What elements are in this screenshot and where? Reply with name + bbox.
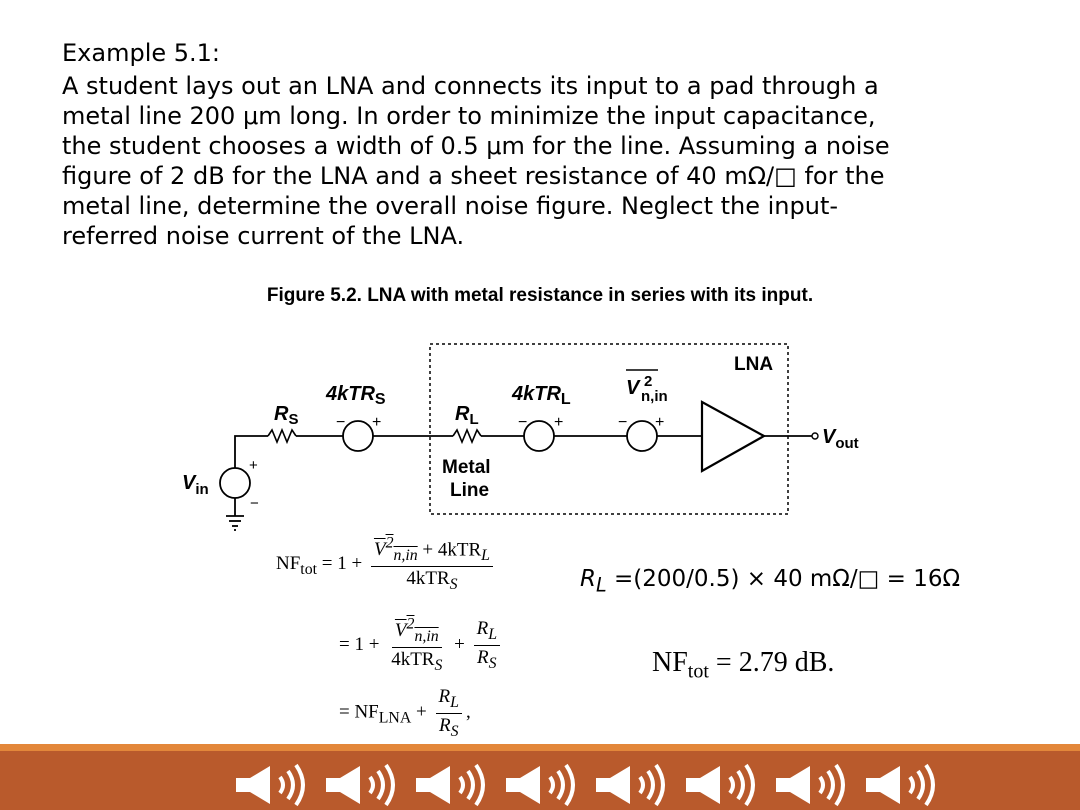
rs-label: $R_S$ [274, 403, 299, 428]
svg-text:−: − [336, 414, 346, 431]
speaker-icon[interactable] [500, 762, 590, 808]
nf-result: $NF_{tot} = 2.79$ dB. [652, 647, 835, 683]
speaker-icon[interactable] [590, 762, 680, 808]
example-title: Example 5.1: [62, 39, 221, 67]
svg-text:+: + [372, 414, 382, 431]
lna-circuit-diagram [150, 330, 870, 540]
rl-resistor [453, 430, 481, 442]
vout-label: $V_{out}$ [822, 426, 859, 452]
speaker-icon[interactable] [410, 762, 500, 808]
paragraph-line: figure of 2 dB for the LNA and a sheet resistance of 40 mΩ/□ for the [62, 162, 885, 190]
equation-nf-tot-3: = $NF_{LNA}$ + $\frac{R_L}{R_S}$ , [339, 686, 471, 740]
paragraph-line: metal line, determine the overall noise figure. Neglect the input- [62, 192, 839, 220]
speaker-icon[interactable] [320, 762, 410, 808]
figure-caption: Figure 5.2. LNA with metal resistance in series with its input. [266, 285, 814, 306]
vin-label: $V_{in}$ [182, 472, 209, 498]
rs-resistor [268, 430, 296, 442]
paragraph-line: metal line 200 μm long. In order to minimize the input capacitance, [62, 102, 876, 130]
metal-line-label: Metal [442, 457, 491, 478]
paragraph-line: referred noise current of the LNA. [62, 222, 465, 250]
svg-text:2: 2 [644, 373, 653, 390]
rl-calculation: $R_L =(200/0.5) \times 40$ mΩ/□ = 16Ω [580, 566, 961, 597]
lna-label: LNA [734, 354, 774, 375]
vin-source [220, 468, 250, 498]
audio-controls [230, 762, 950, 808]
footer-bar [0, 744, 1080, 810]
vn-noise-source [627, 421, 657, 451]
speaker-icon[interactable] [770, 762, 860, 808]
paragraph-line: the student chooses a width of 0.5 μm for the line. Assuming a noise [62, 132, 890, 160]
example-paragraph [62, 71, 1052, 251]
speaker-icon[interactable] [230, 762, 320, 808]
svg-text:−: − [618, 414, 628, 431]
svg-text:+: + [554, 414, 564, 431]
svg-text:+: + [655, 414, 665, 431]
svg-text:−: − [250, 495, 259, 512]
svg-text:Line: Line [450, 480, 490, 501]
equation-nf-tot-2: = 1 + $\frac{V^2_{n,in}}{4kTR_S}$ + $\frac{R_L}{R_S}$ [339, 616, 504, 675]
footer-accent-line [0, 744, 1080, 751]
svg-text:n,in: n,in [641, 388, 668, 405]
paragraph-line: A student lays out an LNA and connects its input to a pad through a [62, 72, 879, 100]
amplifier-triangle [702, 402, 764, 471]
speaker-icon[interactable] [860, 762, 950, 808]
vn-label: V [626, 377, 640, 399]
svg-text:−: − [518, 414, 528, 431]
rs-noise-label: 4kTR$_S$ [326, 383, 386, 408]
rs-noise-source [343, 421, 373, 451]
equation-nf-tot-1: $NF_{tot} = 1$ + $\frac{V^2_{n,in} + 4kTR_L}{4kTR_S}$ [276, 535, 497, 594]
rl-label: $R_L$ [455, 403, 479, 428]
rl-noise-source [524, 421, 554, 451]
speaker-icon[interactable] [680, 762, 770, 808]
rl-noise-label: 4kTR$_L$ [512, 383, 571, 408]
output-terminal [812, 433, 818, 439]
svg-text:+: + [249, 457, 258, 474]
